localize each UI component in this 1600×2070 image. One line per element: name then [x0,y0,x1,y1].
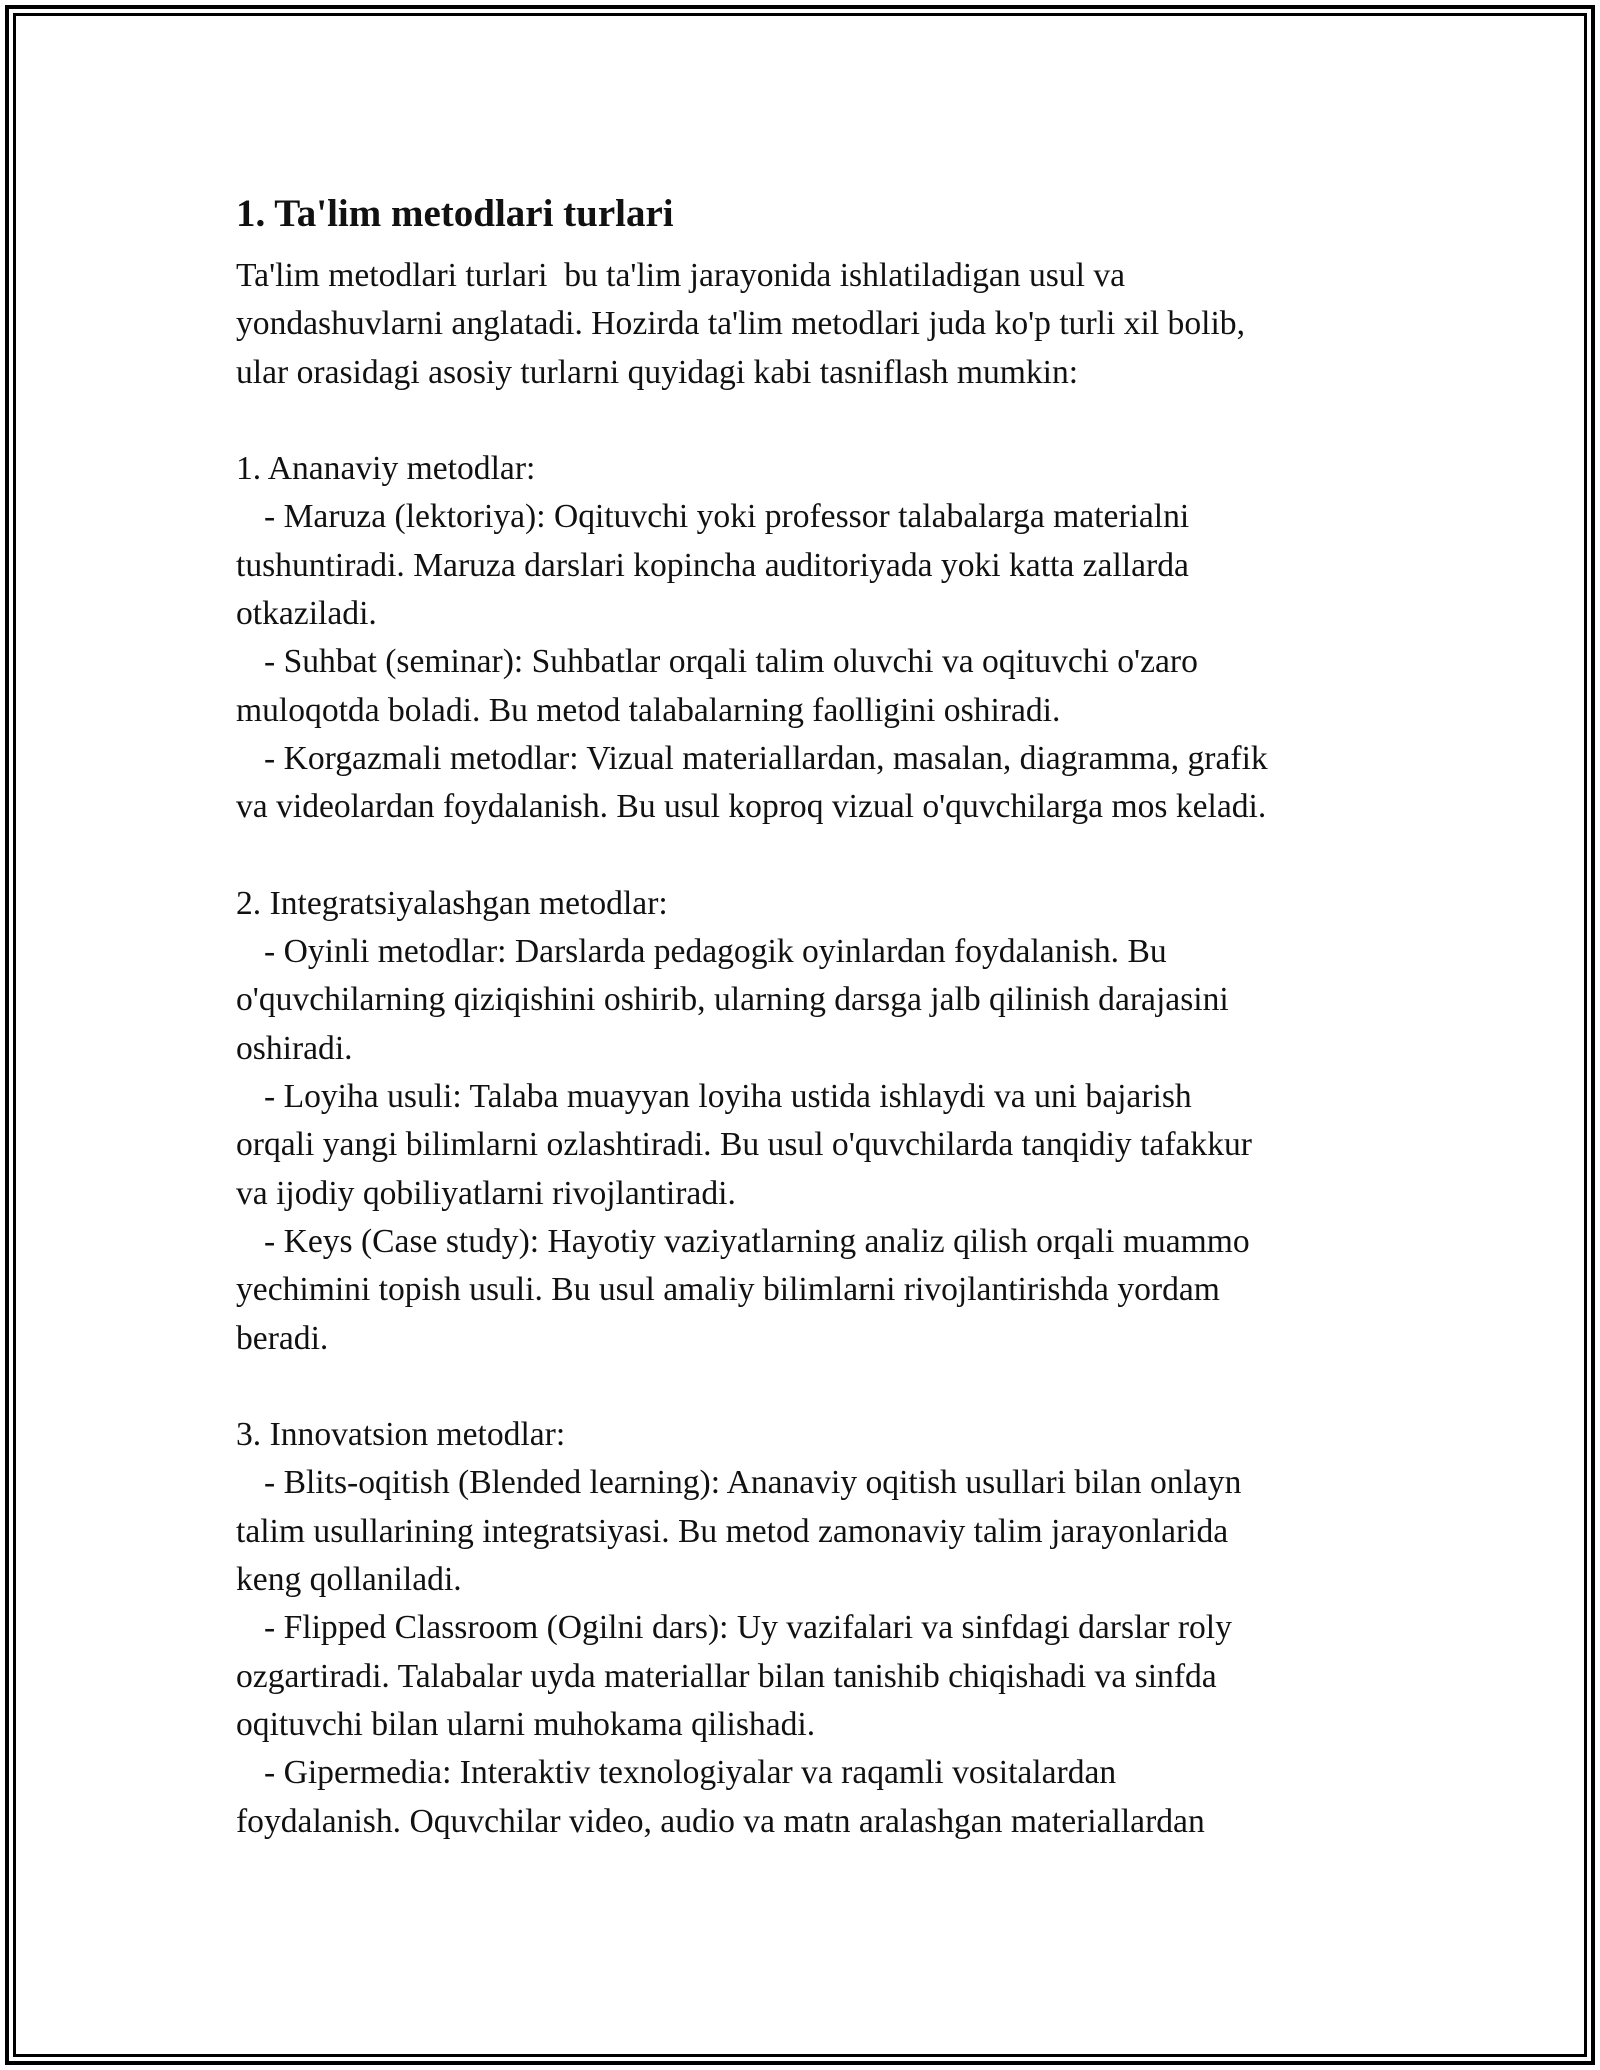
section-innovative-methods [236,1411,1396,1846]
text-line: ozgartiradi. Talabalar uyda materiallar bilan tanishib chiqishadi va sinfda [236,1657,1217,1695]
text-line: va ijodiy qobiliyatlarni rivojlantiradi. [236,1174,736,1212]
text-line: foydalanish. Oquvchilar video, audio va matn aralashgan materiallardan [236,1802,1205,1840]
paragraph-gap [236,1363,1396,1411]
section-heading: 1. Ananaviy metodlar: [236,450,536,488]
section-heading: 3. Innovatsion metodlar: [236,1416,566,1454]
paragraph-gap [236,832,1396,880]
list-item-line: - Korgazmali metodlar: Vizual materiallardan, masalan, diagramma, grafik [264,739,1268,777]
list-item-line: - Oyinli metodlar: Darslarda pedagogik oyinlardan foydalanish. Bu [264,933,1167,971]
text-line: muloqotda boladi. Bu metod talabalarning faolligini oshiradi. [236,691,1061,729]
text-line: oqituvchi bilan ularni muhokama qilishadi. [236,1705,816,1743]
document-body [236,188,1396,1846]
intro-paragraph [236,252,1396,397]
list-item-line: - Gipermedia: Interaktiv texnologiyalar va raqamli vositalardan [264,1754,1117,1792]
paragraph-gap [236,397,1396,445]
text-line: beradi. [236,1319,329,1357]
section-integrated-methods [236,880,1396,1363]
list-item-line: - Suhbat (seminar): Suhbatlar orqali talim oluvchi va oqituvchi o'zaro [264,643,1198,681]
text-line: Ta'lim metodlari turlari bu ta'lim jarayonida ishlatiladigan usul va [236,257,1126,294]
list-item-line: - Flipped Classroom (Ogilni dars): Uy vazifalari va sinfdagi darslar roly [264,1609,1232,1647]
page-title: 1. Ta'lim metodlari turlari [236,192,674,235]
text-line: orqali yangi bilimlarni ozlashtiradi. Bu usul o'quvchilarda tanqidiy tafakkur [236,1126,1252,1164]
list-item-line: - Maruza (lektoriya): Oqituvchi yoki professor talabalarga materialni [264,498,1190,536]
list-item-line: - Loyiha usuli: Talaba muayyan loyiha ustida ishlaydi va uni bajarish [264,1078,1192,1116]
section-heading: 2. Integratsiyalashgan metodlar: [236,884,668,922]
list-item-line: - Blits-oqitish (Blended learning): Ananaviy oqitish usullari bilan onlayn [264,1464,1242,1502]
text-line: va videolardan foydalanish. Bu usul koproq vizual o'quvchilarga mos keladi. [236,788,1267,826]
text-line: keng qollaniladi. [236,1561,462,1599]
text-line: tushuntiradi. Maruza darslari kopincha auditoriyada yoki katta zallarda [236,546,1189,584]
text-line: o'quvchilarning qiziqishini oshirib, ularning darsga jalb qilinish darajasini [236,981,1229,1019]
text-line: ular orasidagi asosiy turlarni quyidagi kabi tasniflash mumkin: [236,353,1079,391]
text-line: yondashuvlarni anglatadi. Hozirda ta'lim metodlari juda ko'p turli xil bolib, [236,305,1245,343]
text-line: yechimini topish usuli. Bu usul amaliy bilimlarni rivojlantirishda yordam [236,1271,1220,1309]
text-line: otkaziladi. [236,595,377,633]
text-line: oshiradi. [236,1029,353,1067]
list-item-line: - Keys (Case study): Hayotiy vaziyatlarning analiz qilish orqali muammo [264,1222,1250,1260]
text-line: talim usullarining integratsiyasi. Bu metod zamonaviy talim jarayonlarida [236,1512,1229,1550]
section-traditional-methods [236,445,1396,831]
